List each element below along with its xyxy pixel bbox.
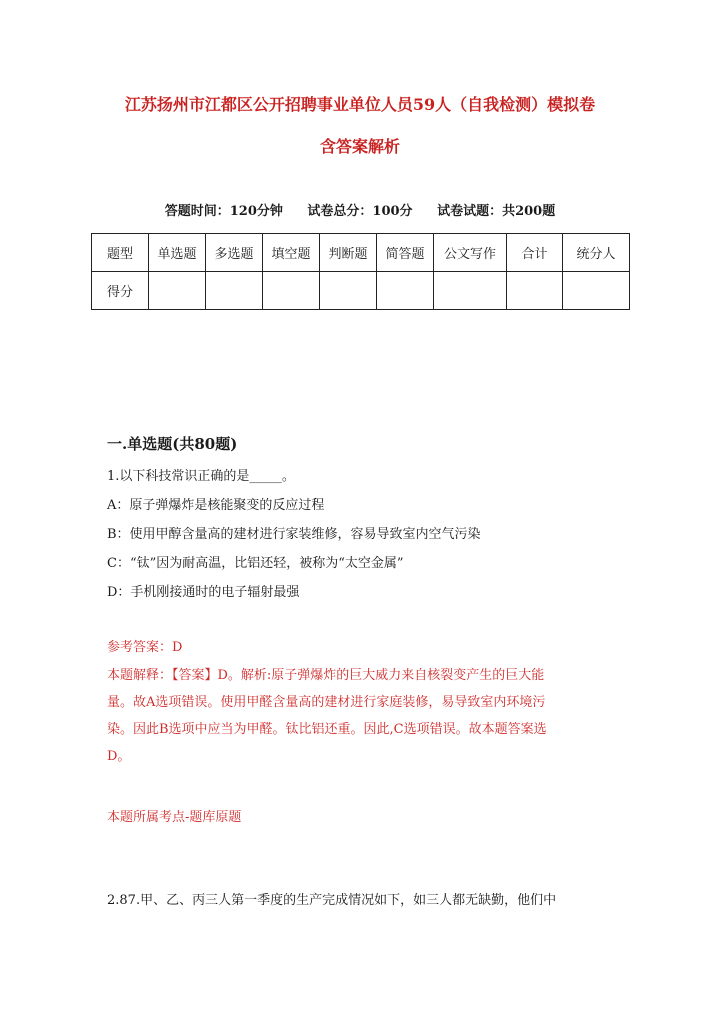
score-cell [263,272,320,310]
question-2-stem: 2.87.甲、乙、丙三人第一季度的生产完成情况如下，如三人都无缺勤，他们中 [107,893,557,908]
question-1-option-b: B：使用甲醇含量高的建材进行家装维修，容易导致室内空气污染 [107,527,481,542]
exam-time: 答题时间：120分钟 [164,204,283,219]
question-1-option-a: A：原子弹爆炸是核能聚变的反应过程 [107,498,325,513]
score-row-label: 得分 [92,272,149,310]
question-1-stem: 1.以下科技常识正确的是_____。 [107,469,295,484]
score-cell [320,272,377,310]
score-header-cell: 多选题 [206,234,263,272]
question-1-answer: 参考答案：D [107,640,183,655]
document-title-line-2: 含答案解析 [319,137,400,156]
exam-question-count: 试卷试题：共200题 [437,204,556,219]
section-title: 一.单选题(共80题) [107,435,238,453]
score-cell [563,272,630,310]
exam-total-score: 试卷总分：100分 [307,204,413,219]
question-1-option-d: D：手机刚接通时的电子辐射最强 [107,585,300,600]
question-1-explanation-line: 量。故A选项错误。使用甲醛含量高的建材进行家庭装修，易导致室内环境污 [107,695,546,710]
score-header-cell: 题型 [92,234,149,272]
score-header-cell: 简答题 [377,234,434,272]
question-1-explanation-line: 本题解释：【答案】D。解析:原子弹爆炸的巨大威力来自核裂变产生的巨大能 [107,668,545,683]
score-header-cell: 统分人 [563,234,630,272]
score-header-cell: 合计 [507,234,563,272]
question-1-source: 本题所属考点-题库原题 [107,810,242,825]
score-cell [507,272,563,310]
exam-info [0,200,720,219]
score-header-cell: 单选题 [149,234,206,272]
score-header-cell: 公文写作 [434,234,507,272]
score-cell [149,272,206,310]
score-cell [206,272,263,310]
score-table-score-row [92,272,630,310]
score-header-cell: 填空题 [263,234,320,272]
score-cell [434,272,507,310]
question-1-explanation-line: 染。因此B选项中应当为甲醛。钛比铝还重。因此,C选项错误。故本题答案选 [107,722,547,737]
score-table [91,233,630,310]
score-cell [377,272,434,310]
question-1-explanation-line: D。 [107,749,131,764]
score-header-cell: 判断题 [320,234,377,272]
document-title-line-1: 江苏扬州市江都区公开招聘事业单位人员59人（自我检测）模拟卷 [124,95,596,114]
score-table-header-row [92,234,630,272]
question-1-option-c: C：“钛”因为耐高温，比铝还轻，被称为“太空金属” [107,556,404,571]
